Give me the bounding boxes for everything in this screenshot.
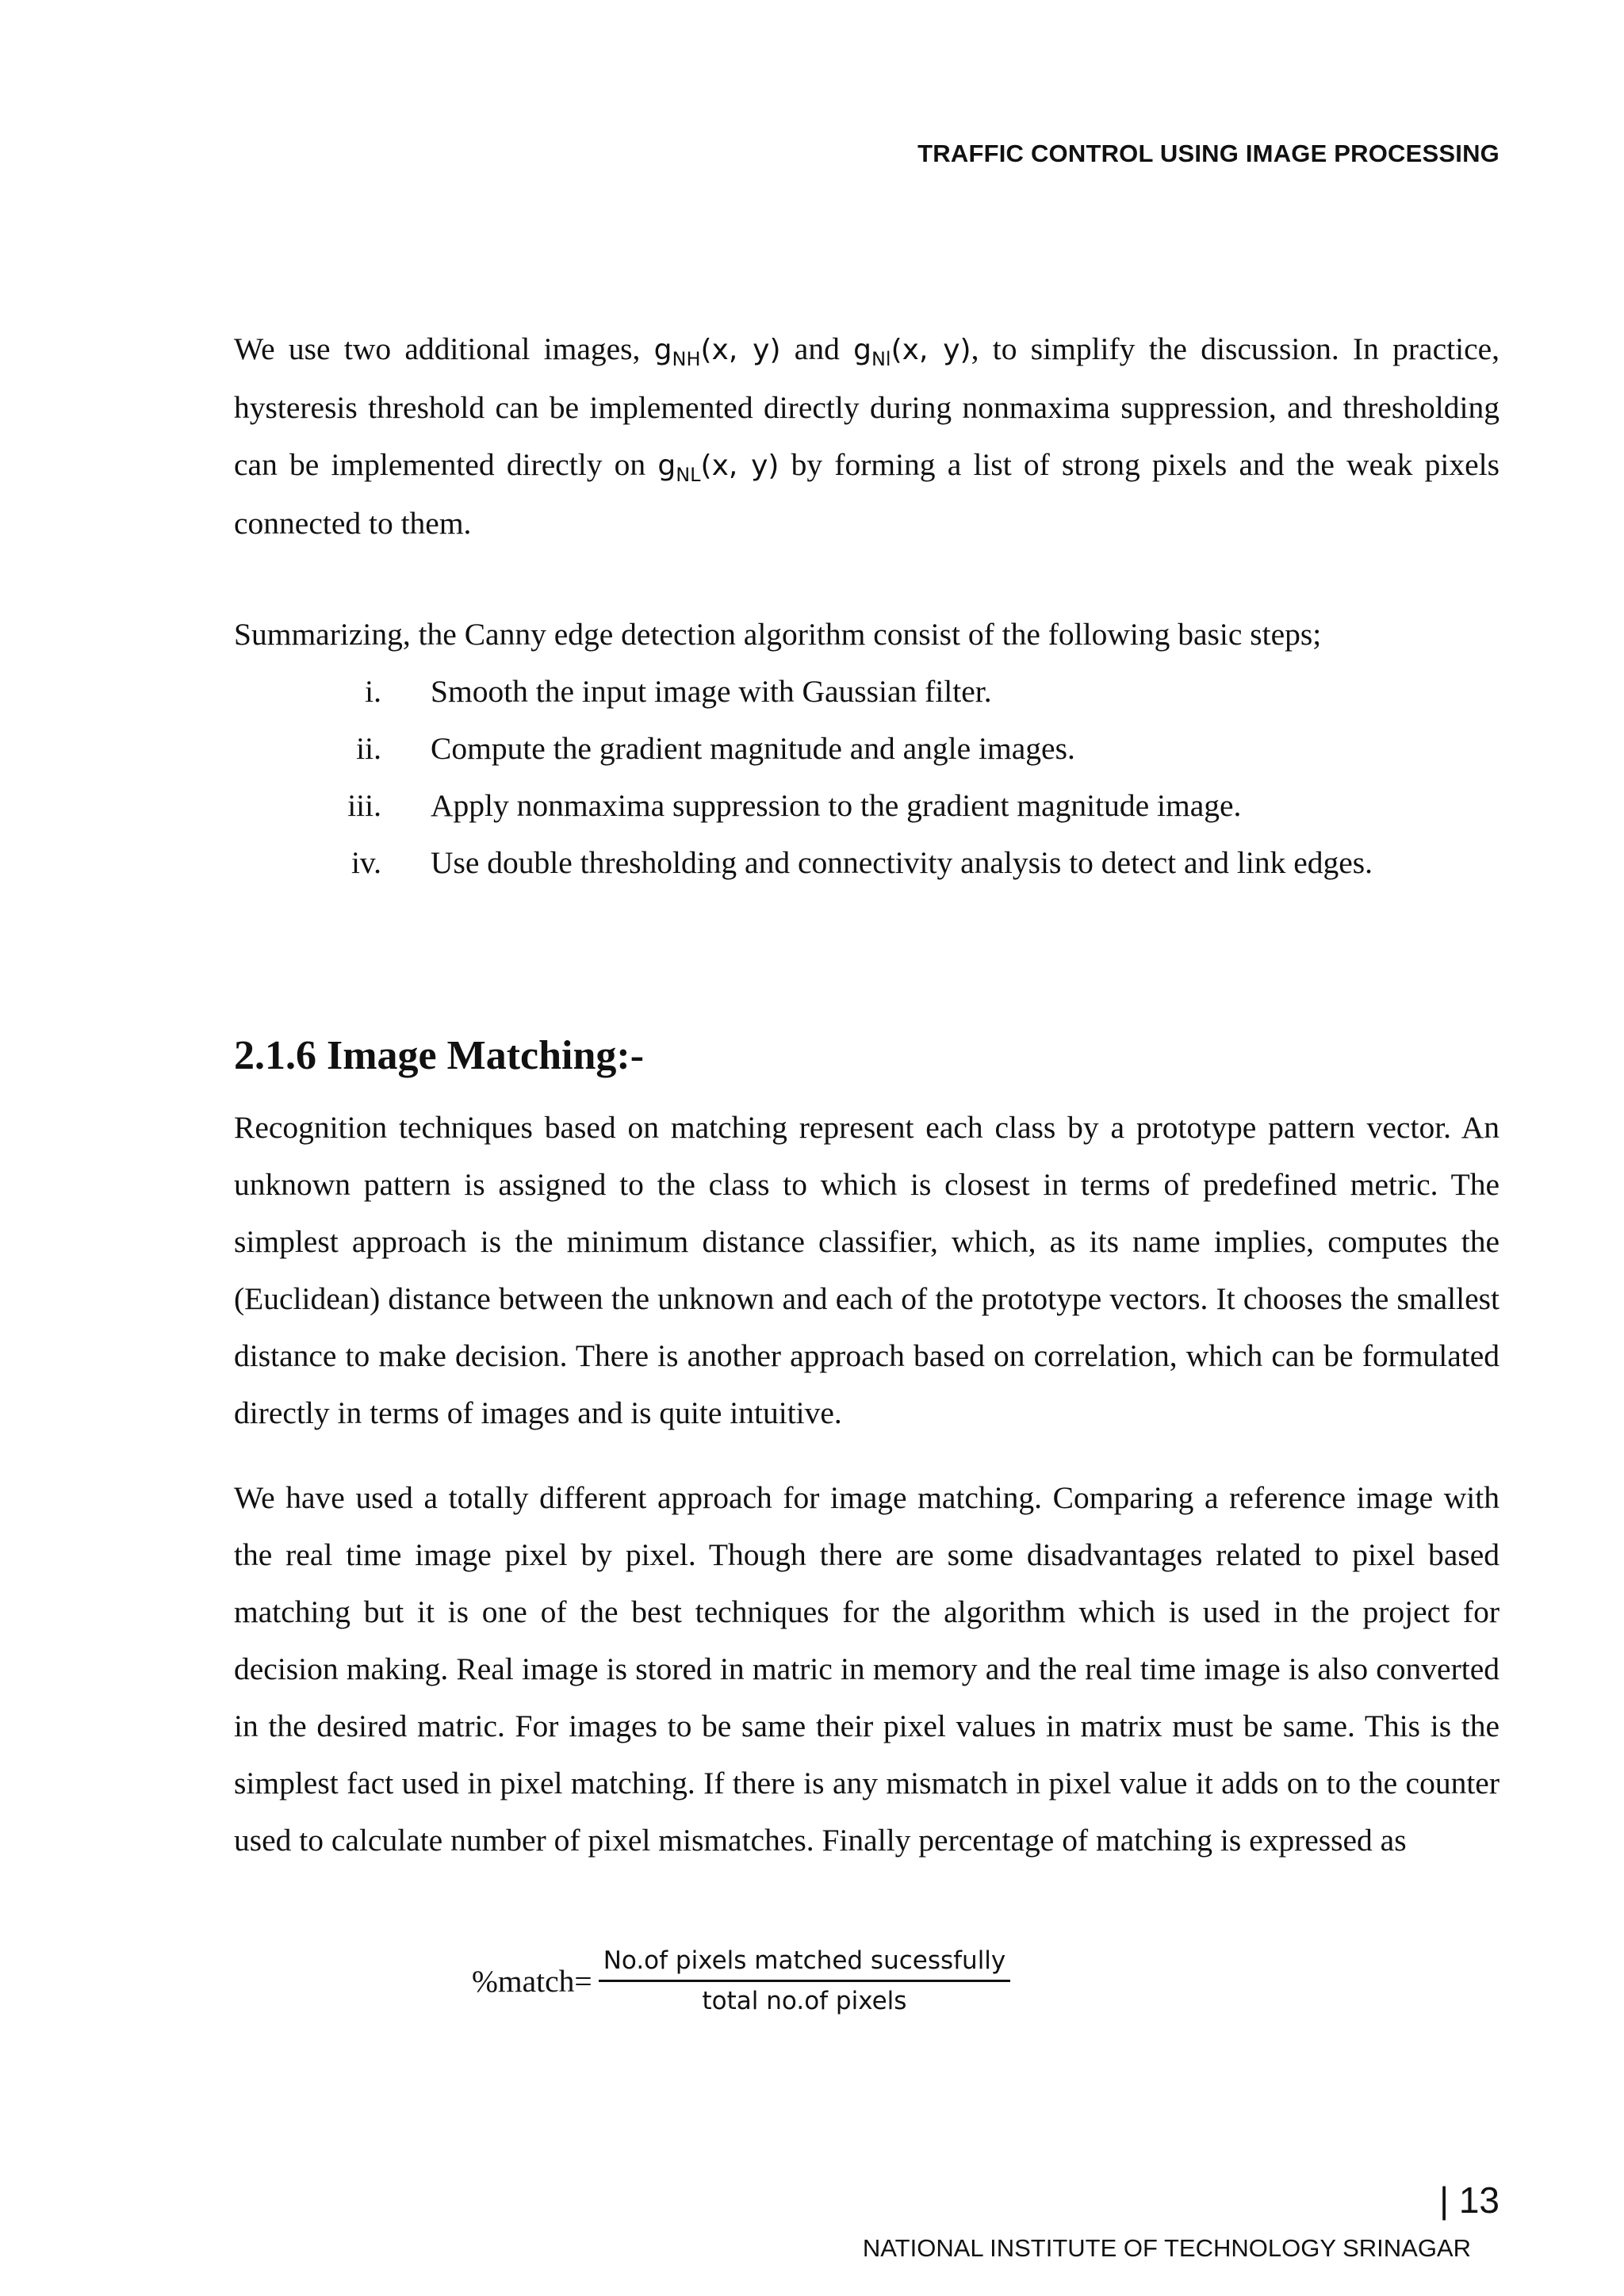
formula-fraction [599,1946,1011,2015]
list-item [234,720,1500,777]
paragraph-hysteresis [234,320,1500,552]
list-item [234,834,1500,891]
match-formula [472,1946,1010,2015]
list-item-text: Apply nonmaxima suppression to the gradient magnitude image. [431,788,1242,823]
list-item-text: Smooth the input image with Gaussian filter. [431,674,992,709]
list-item-number: ii. [356,731,381,766]
math-g-nl-upper: $g_{NL}(x$, y) [657,450,779,486]
list-item-text: Use double thresholding and connectivity analysis to detect and link edges. [431,845,1373,880]
running-footer: NATIONAL INSTITUTE OF TECHNOLOGY SRINAGAR [862,2234,1471,2262]
list-item [234,663,1500,720]
list-item-number: iv. [350,845,381,880]
list-item-number: i. [365,674,381,709]
running-header: TRAFFIC CONTROL USING IMAGE PROCESSING [917,140,1500,167]
formula-lhs: %match= [472,1963,592,1999]
formula-numerator: No.of pixels matched sucessfully [599,1946,1011,1982]
paragraph-recognition: Recognition techniques based on matching represent each class by a prototype pattern vector. An unknown pattern is assigned to the class to which is closest in terms of predefined metric. The simplest approach is the minimum distance classifier, which, as its name implies, computes the (Euclidean) distance between the unknown and each of the prototype vectors. It chooses the smallest distance to make decision. There is another approach based on correlation, which can be formulated directly in terms of images and is quite intuitive. [234,1110,1500,1430]
math-g-nh: $g_{NH}(x$, y) [653,334,781,370]
paragraph-text: We use two additional images, [234,331,654,366]
page-number: | 13 [1439,2179,1500,2221]
list-item [234,777,1500,834]
math-g-nl: $g_{Nl}(x$, y) [853,334,971,370]
formula-denominator: total no.of pixels [702,1987,907,2015]
paragraph-text: and [780,331,854,366]
paragraph-summary: Summarizing, the Canny edge detection algorithm consist of the following basic steps; [234,617,1322,652]
paragraph-text: by forming a list of strong pixels and the weak pixels connected to them. [234,447,1500,541]
canny-steps-list [234,663,1500,891]
paragraph-text: , to simplify the discussion. In practice, hysteresis threshold can be implemented directly during nonmaxima suppression, and thresholding can be implemented directly on [234,331,1500,482]
list-item-text: Compute the gradient magnitude and angle images. [431,731,1075,766]
paragraph-pixel-matching: We have used a totally different approach for image matching. Comparing a reference image with the real time image pixel by pixel. Though there are some disadvantages related to pixel based matching but it is one of the best techniques for the algorithm which is used in the project for decision making. Real image is stored in matric in memory and the real time image is also converted in the desired matric. For images to be same their pixel values in matrix must be same. This is the simplest fact used in pixel matching. If there is any mismatch in pixel value it adds on to the counter used to calculate number of pixel mismatches. Finally percentage of matching is expressed as [234,1480,1500,1858]
section-heading: 2.1.6 Image Matching:- [234,1033,645,1078]
list-item-number: iii. [347,788,381,823]
